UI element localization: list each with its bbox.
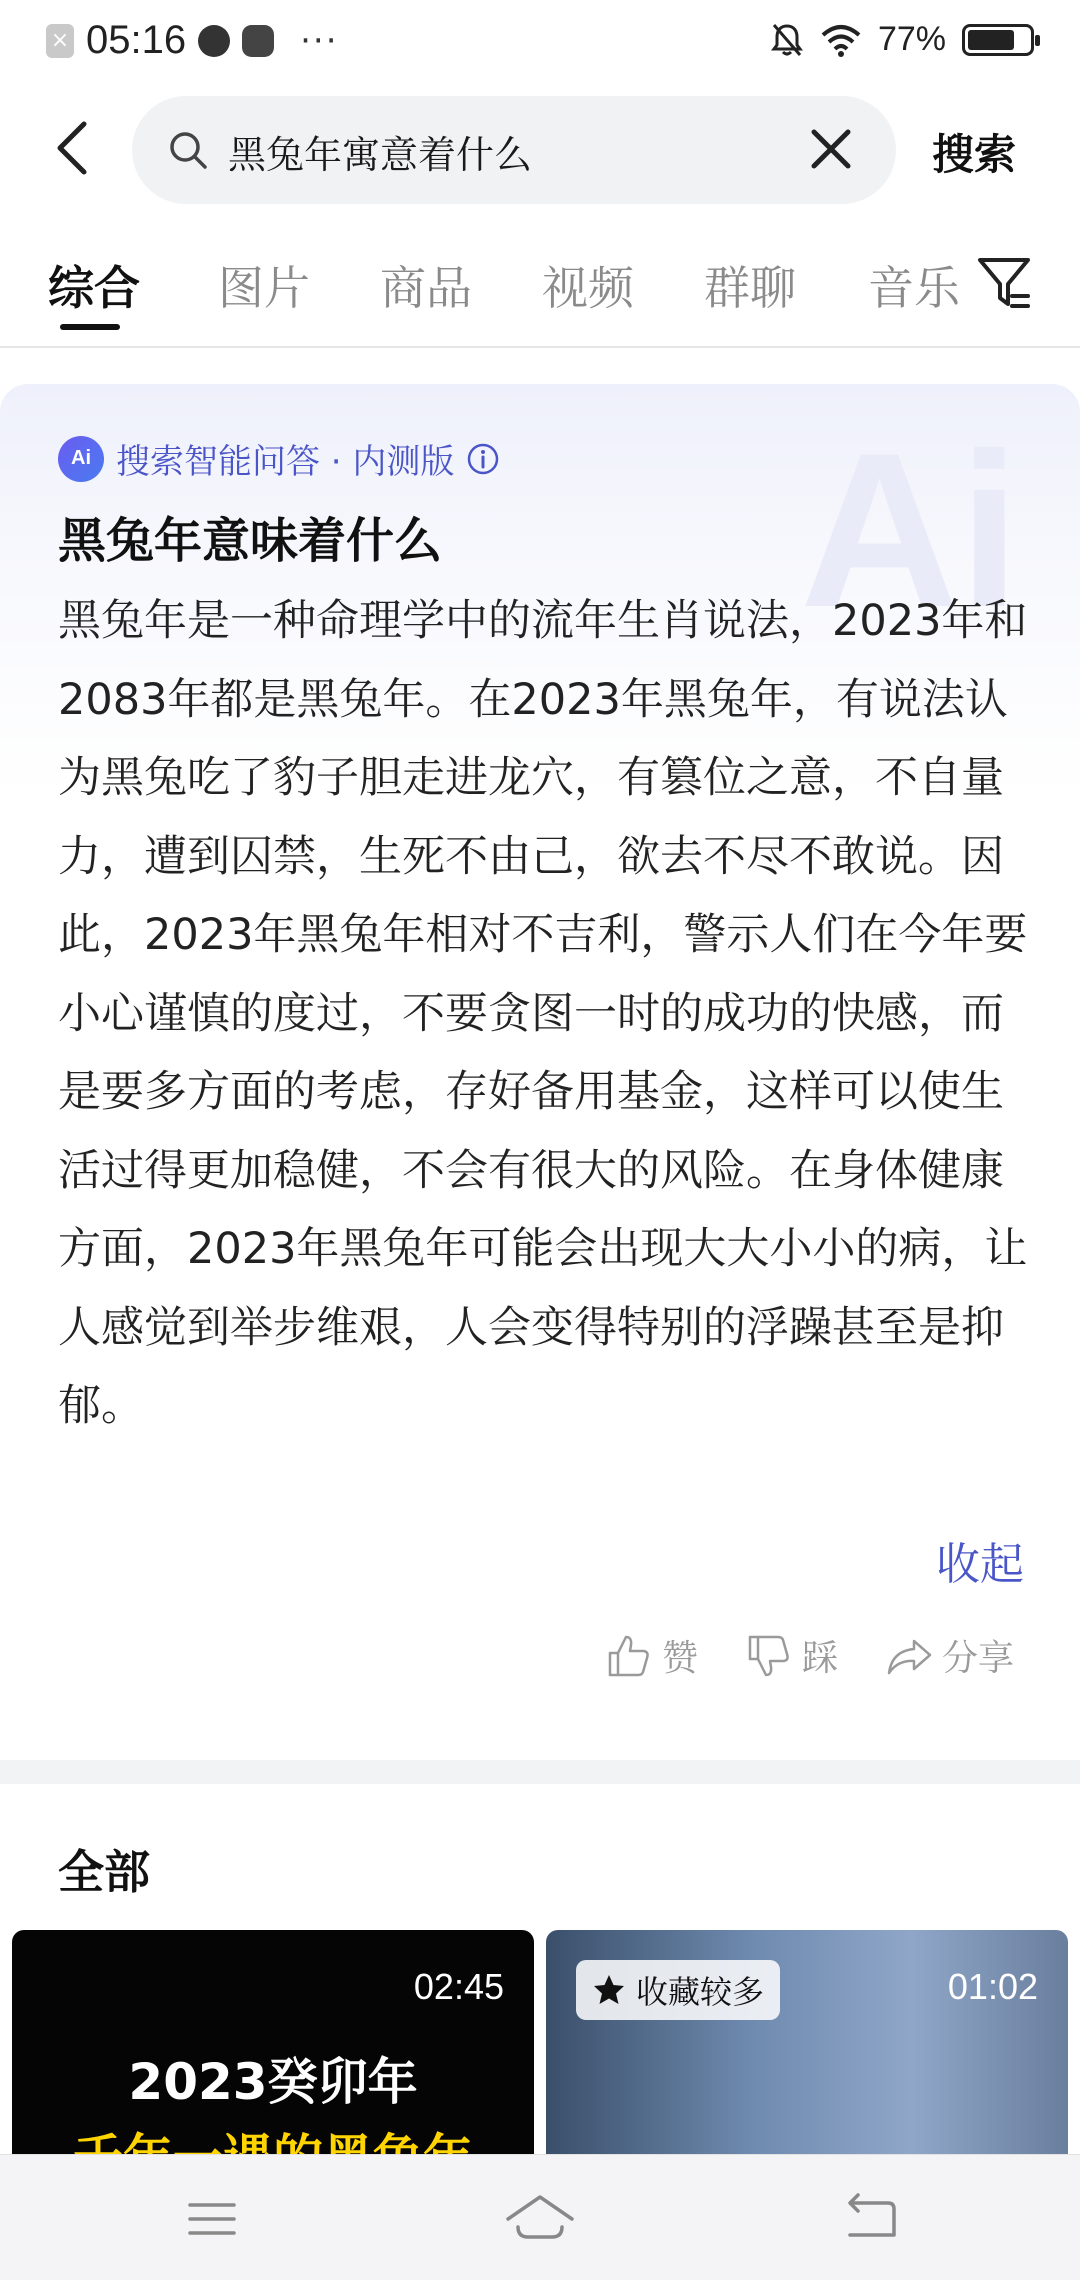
result-type-tabs [0, 240, 1080, 348]
section-divider [0, 1760, 1080, 1784]
active-tab-indicator [60, 324, 120, 330]
dislike-button[interactable] [746, 1630, 838, 1681]
wifi-icon [820, 23, 862, 57]
battery-level [968, 30, 1014, 50]
system-navigation-bar [0, 2154, 1080, 2280]
collapse-button[interactable]: 收起 [936, 1539, 1024, 1590]
ai-qa-badge [58, 434, 500, 483]
search-box[interactable] [132, 96, 896, 204]
feedback-bar [606, 1630, 1014, 1681]
home-icon[interactable] [504, 2189, 576, 2249]
thumbs-down-icon [746, 1633, 792, 1679]
thumbs-up-icon [606, 1633, 652, 1679]
voice-app-icon [198, 25, 230, 57]
clear-search-button[interactable] [808, 126, 854, 172]
status-bar-left [46, 18, 339, 63]
ai-logo-icon: Ai [58, 436, 104, 482]
back-nav-icon[interactable] [838, 2189, 902, 2249]
tab-comprehensive[interactable]: 综合 [48, 261, 140, 315]
like-label: 赞 [661, 1638, 698, 1679]
search-input[interactable]: 黑兔年寓意着什么 [228, 133, 533, 177]
ai-answer-text: 黑兔年是一种命理学中的流年生肖说法，2023年和2083年都是黑兔年。在2023年黑兔年，有说法认为黑兔吃了豹子胆走进龙穴，有篡位之意，不自量力，遭到囚禁，生死不由己，欲去不尽不敢说。因此，2023年黑兔年相对不吉利，警示人们在今年要小心谨慎的度过，不要贪图一时的成功的快感，而是要多方面的考虑，存好备用基金，这样可以使生活过得更加稳健，不会有很大的风险。在身体健康方面，2023年黑兔年可能会出现大大小小的病，让人感觉到举步维艰，人会变得特别的浮躁甚至是抑郁。 [58, 596, 1028, 1431]
battery-percentage: 77% [877, 20, 946, 58]
notification-app-icon: × [46, 24, 74, 58]
video-result-card[interactable] [546, 1930, 1068, 2154]
battery-icon [962, 24, 1034, 56]
share-button[interactable] [886, 1630, 1014, 1681]
info-icon[interactable] [466, 442, 500, 476]
video-duration: 01:02 [947, 1966, 1038, 2007]
tabs-scroll-area [0, 240, 960, 348]
share-icon [886, 1633, 932, 1679]
ai-badge-label: 搜索智能问答 · 内测版 [116, 442, 455, 482]
video-result-card[interactable] [12, 1930, 534, 2154]
star-icon [592, 1973, 626, 2007]
menu-icon[interactable] [180, 2189, 244, 2249]
share-label: 分享 [941, 1638, 1014, 1679]
popular-tag [576, 1960, 780, 2020]
tab-images[interactable]: 图片 [218, 261, 310, 315]
status-time: 05:16 [86, 18, 187, 62]
ai-watermark: Ai [800, 407, 1020, 653]
video-thumbnail-title: 2023癸卯年 [128, 2053, 418, 2111]
all-results-title: 全部 [58, 1845, 150, 1899]
filter-icon[interactable] [976, 254, 1032, 314]
video-duration: 02:45 [413, 1966, 504, 2007]
tab-products[interactable]: 商品 [380, 261, 472, 315]
ai-question-title: 黑兔年意味着什么 [58, 513, 443, 569]
search-button[interactable]: 搜索 [932, 130, 1017, 179]
back-button[interactable] [50, 118, 96, 178]
tab-music[interactable]: 音乐 [868, 261, 960, 315]
ai-answer-card [0, 384, 1080, 1760]
popular-tag-label: 收藏较多 [636, 1973, 765, 2011]
app-icon [242, 25, 274, 57]
tab-videos[interactable]: 视频 [542, 261, 634, 315]
dislike-label: 踩 [801, 1638, 838, 1679]
status-bar [0, 0, 1080, 84]
more-notifications-icon: ··· [300, 20, 339, 61]
like-button[interactable] [606, 1630, 698, 1681]
tab-group-chats[interactable]: 群聊 [704, 261, 796, 315]
mute-icon [770, 22, 804, 58]
status-bar-right [770, 20, 1034, 59]
search-icon [168, 130, 208, 170]
